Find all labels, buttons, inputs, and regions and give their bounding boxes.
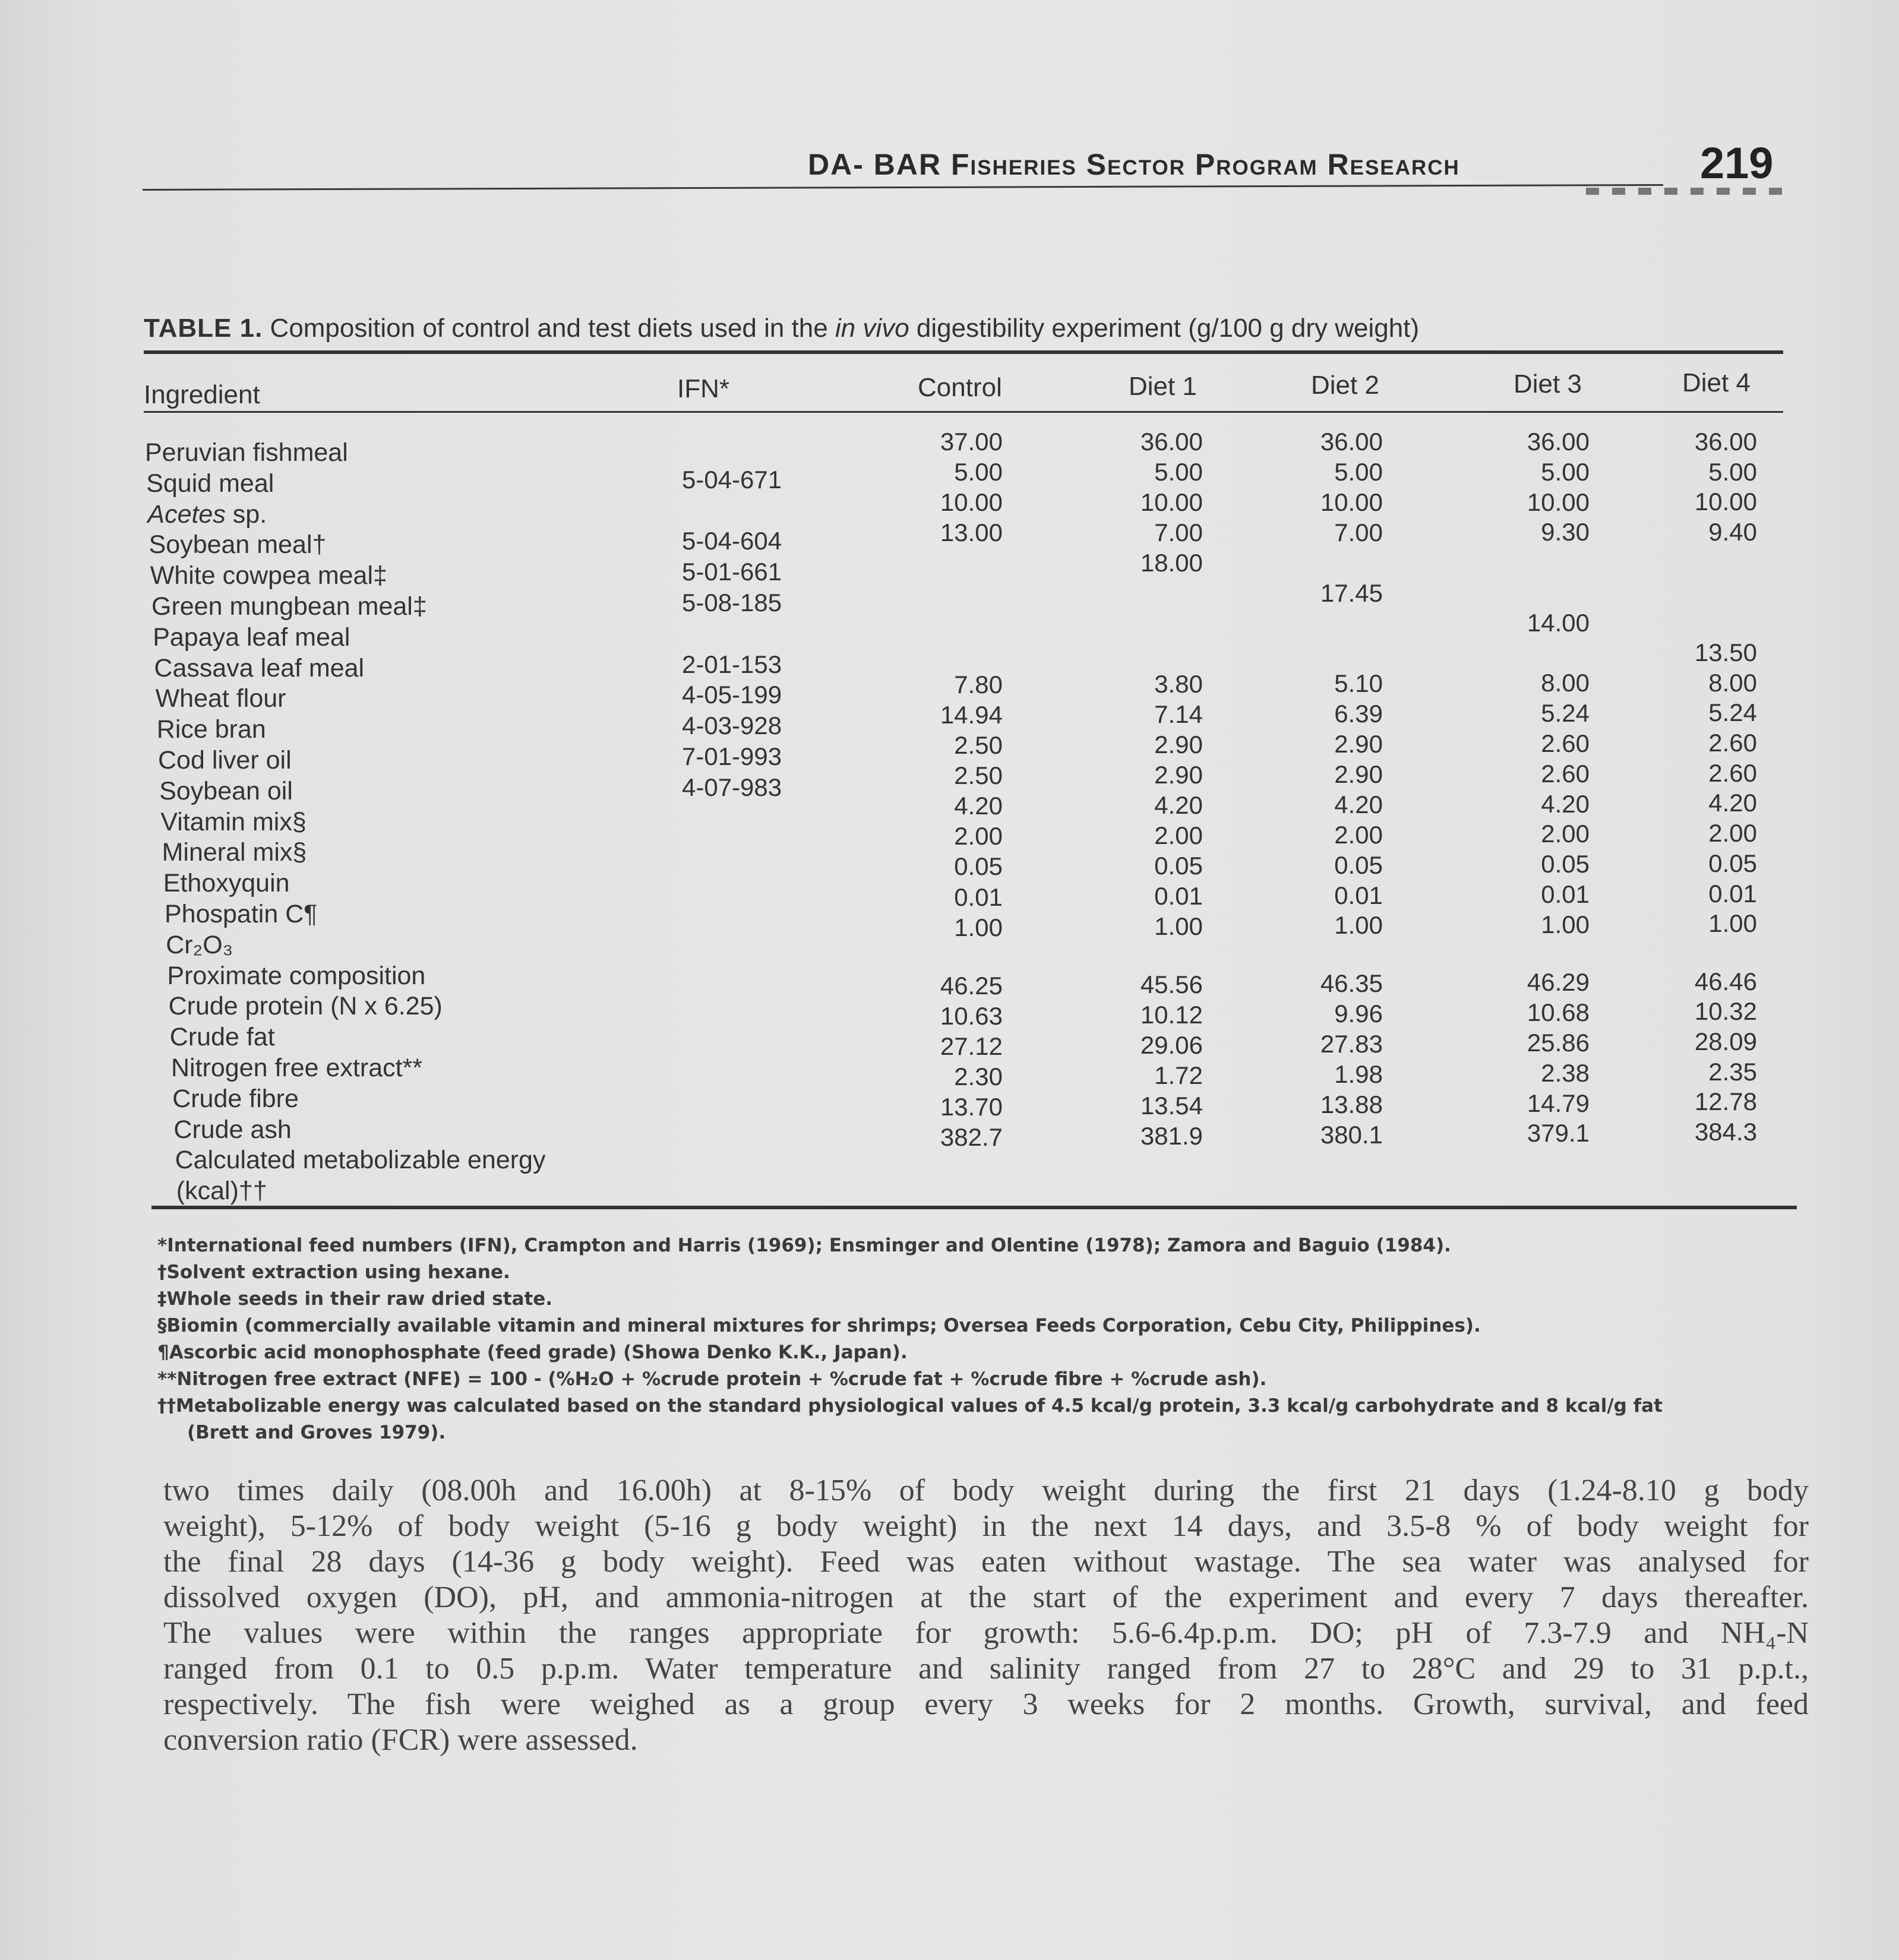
- value-cell: 2.00: [1541, 820, 1590, 848]
- body-line: respectively. The fish were weighed as a group every 3 weeks for 2 months. Growth, survival, and feed: [163, 1687, 1809, 1721]
- row-label: Ethoxyquin: [163, 869, 290, 898]
- value-cell: 5.00: [1334, 457, 1383, 486]
- value-cell: 3.80: [1154, 670, 1203, 698]
- value-cell: 36.00: [1320, 428, 1383, 456]
- column-header-ingredient: Ingredient: [144, 380, 260, 409]
- value-cell: 14.00: [1527, 608, 1590, 637]
- value-cell: 2.00: [1708, 819, 1757, 848]
- value-cell: 7.14: [1154, 700, 1203, 728]
- value-cell: 10.00: [940, 488, 1003, 517]
- value-cell: 13.70: [940, 1093, 1003, 1121]
- footnotes: [157, 1232, 1815, 1446]
- value-cell: 1.72: [1154, 1061, 1203, 1089]
- table-caption: [144, 314, 1419, 343]
- value-cell: 5.10: [1334, 669, 1383, 698]
- running-head: DA- BAR Fisheries Sector Program Research: [808, 148, 1460, 181]
- value-cell: 2.00: [954, 822, 1003, 851]
- row-label: Cassava leaf meal: [154, 653, 365, 682]
- body-line: two times daily (08.00h and 16.00h) at 8-15% of body weight during the first 21 days (1.24-8.10 g body: [163, 1474, 1809, 1507]
- value-cell: 2.38: [1541, 1058, 1590, 1087]
- row-label: Soybean oil: [159, 776, 293, 805]
- row-label: Crude fat: [169, 1023, 275, 1052]
- value-cell: 0.05: [1334, 851, 1383, 879]
- row-label: Phospatin C¶: [165, 900, 318, 928]
- value-cell: 2.60: [1541, 729, 1590, 757]
- body-line: the final 28 days (14-36 g body weight). Feed was eaten without wastage. The sea water was analysed for: [163, 1545, 1809, 1579]
- value-cell: 4.20: [1541, 789, 1590, 818]
- value-cell: 2.50: [954, 731, 1003, 759]
- row-label: Calculated metabolizable energy: [175, 1146, 546, 1175]
- value-cell: 1.00: [1154, 912, 1203, 940]
- value-cell: 2.00: [1154, 821, 1203, 849]
- value-cell: 13.00: [940, 519, 1003, 547]
- value-cell: 0.05: [954, 852, 1003, 881]
- ifn-cell: 4-07-983: [682, 773, 782, 801]
- row-label: Acetes sp.: [147, 500, 267, 529]
- ifn-cell: 7-01-993: [682, 742, 782, 770]
- page-number: 219: [1700, 138, 1774, 188]
- column-header-diet-1: Diet 1: [1129, 372, 1197, 401]
- header-rule: [143, 184, 1663, 191]
- value-cell: 4.20: [1708, 789, 1757, 817]
- value-cell: 5.00: [1154, 458, 1203, 486]
- body-line: weight), 5-12% of body weight (5-16 g body weight) in the next 14 days, and 3.5-8 % of body weight for: [163, 1509, 1809, 1543]
- value-cell: 1.98: [1334, 1060, 1383, 1088]
- value-cell: 2.90: [1154, 761, 1203, 789]
- body-line: dissolved oxygen (DO), pH, and ammonia-nitrogen at the start of the experiment and every 7 days thereafter.: [163, 1580, 1809, 1614]
- column-header-diet-4: Diet 4: [1682, 368, 1751, 397]
- value-cell: 2.60: [1708, 729, 1757, 757]
- value-cell: 10.00: [1694, 488, 1757, 516]
- footnote: **Nitrogen free extract (NFE) = 100 - (%H₂O + %crude protein + %crude fat + %crude fibre + %crude ash).: [157, 1368, 1267, 1390]
- ifn-cell: 4-05-199: [682, 681, 782, 709]
- value-cell: 1.00: [1334, 911, 1383, 940]
- value-cell: 36.00: [1694, 428, 1757, 456]
- footnote: (Brett and Groves 1979).: [187, 1422, 446, 1443]
- value-cell: 17.45: [1320, 578, 1383, 607]
- value-cell: 5.24: [1708, 698, 1757, 727]
- column-header-control: Control: [918, 373, 1002, 402]
- ifn-cell: 5-04-671: [682, 465, 782, 494]
- value-cell: 45.56: [1140, 970, 1203, 998]
- value-cell: 0.01: [1154, 882, 1203, 910]
- value-cell: 18.00: [1140, 549, 1203, 577]
- row-label: Crude protein (N x 6.25): [168, 992, 443, 1021]
- footnote: †Solvent extraction using hexane.: [157, 1262, 510, 1283]
- value-cell: 0.05: [1708, 849, 1757, 877]
- body-line: The values were within the ranges appropriate for growth: 5.6-6.4p.p.m. DO; pH of 7.3-7.9 and NH₄-N: [163, 1616, 1809, 1650]
- row-label: Peruvian fishmeal: [145, 438, 348, 467]
- footnote: *International feed numbers (IFN), Crampton and Harris (1969); Ensminger and Olentine (1978); Zamora and Baguio (1984).: [157, 1235, 1451, 1256]
- ifn-cell: 4-03-928: [682, 712, 782, 740]
- ifn-cell: 5-01-661: [682, 558, 782, 586]
- value-cell: 2.35: [1708, 1057, 1757, 1086]
- value-cell: 9.40: [1708, 518, 1757, 546]
- value-cell: 5.24: [1541, 699, 1590, 728]
- value-cell: 4.20: [1154, 791, 1203, 819]
- value-cell: 12.78: [1694, 1088, 1757, 1116]
- row-label: White cowpea meal‡: [150, 561, 387, 590]
- value-cell: 46.46: [1694, 967, 1757, 995]
- value-cell: 4.20: [954, 792, 1003, 820]
- value-cell: 2.90: [1154, 731, 1203, 758]
- value-cell: 10.00: [1140, 488, 1203, 516]
- value-cell: 8.00: [1541, 669, 1590, 697]
- footnote: §Biomin (commercially available vitamin and mineral mixtures for shrimps; Oversea Feeds Corporation, Cebu City, Philippines).: [157, 1315, 1481, 1336]
- column-header-ifn: IFN*: [677, 374, 729, 403]
- value-cell: 382.7: [940, 1123, 1003, 1152]
- value-cell: 9.96: [1334, 1000, 1383, 1028]
- value-cell: 5.00: [1708, 457, 1757, 486]
- value-cell: 0.01: [1708, 879, 1757, 908]
- value-cell: 0.01: [1334, 881, 1383, 909]
- value-cell: 380.1: [1320, 1120, 1383, 1149]
- value-cell: 14.94: [940, 700, 1003, 729]
- column-header-diet-3: Diet 3: [1513, 369, 1582, 399]
- row-label: Papaya leaf meal: [153, 622, 350, 652]
- value-cell: 10.63: [940, 1001, 1003, 1030]
- row-label: Mineral mix§: [162, 838, 307, 867]
- row-label: Crude ash: [173, 1115, 292, 1144]
- header-ornament: [1544, 188, 1782, 196]
- value-cell: 29.06: [1140, 1031, 1203, 1059]
- value-cell: 0.05: [1154, 852, 1203, 880]
- value-cell: 0.05: [1541, 850, 1590, 878]
- value-cell: 9.30: [1541, 518, 1590, 546]
- value-cell: 1.00: [954, 913, 1003, 941]
- value-cell: 10.00: [1527, 488, 1590, 516]
- row-label: Soybean meal†: [148, 530, 327, 559]
- caption-text-post: digestibility experiment (g/100 g dry weight): [909, 314, 1420, 343]
- value-cell: 1.00: [1708, 909, 1757, 938]
- value-cell: 7.80: [954, 670, 1003, 698]
- table-header-rule: [144, 411, 1783, 413]
- table-bottom-rule: [151, 1206, 1797, 1209]
- value-cell: 2.90: [1334, 730, 1383, 758]
- row-label: Nitrogen free extract**: [171, 1054, 423, 1082]
- row-label: Wheat flour: [155, 684, 286, 713]
- value-cell: 14.79: [1527, 1089, 1590, 1117]
- value-cell: 8.00: [1708, 668, 1757, 697]
- value-cell: 1.00: [1541, 910, 1590, 938]
- value-cell: 7.00: [1154, 519, 1203, 546]
- row-label: (kcal)††: [176, 1177, 267, 1206]
- value-cell: 25.86: [1527, 1029, 1590, 1057]
- value-cell: 2.90: [1334, 760, 1383, 788]
- value-cell: 7.00: [1334, 518, 1383, 546]
- value-cell: 2.60: [1541, 759, 1590, 788]
- value-cell: 2.00: [1334, 820, 1383, 849]
- value-cell: 27.12: [940, 1032, 1003, 1060]
- value-cell: 4.20: [1334, 790, 1383, 818]
- value-cell: 5.00: [954, 458, 1003, 486]
- value-cell: 10.68: [1527, 998, 1590, 1027]
- table-label: TABLE 1.: [144, 314, 263, 343]
- value-cell: 2.50: [954, 761, 1003, 790]
- value-cell: 46.25: [940, 971, 1003, 1000]
- caption-italic: in vivo: [835, 314, 909, 343]
- value-cell: 2.30: [954, 1063, 1003, 1091]
- value-cell: 37.00: [940, 428, 1003, 456]
- footnote: ‡Whole seeds in their raw dried state.: [157, 1288, 553, 1310]
- row-label: Proximate composition: [167, 961, 426, 990]
- value-cell: 46.35: [1320, 969, 1383, 998]
- row-label: Squid meal: [146, 469, 274, 498]
- value-cell: 2.60: [1708, 758, 1757, 787]
- value-cell: 5.00: [1541, 457, 1590, 486]
- row-label: Cr₂O₃: [166, 930, 233, 959]
- value-cell: 36.00: [1527, 428, 1590, 456]
- value-cell: 381.9: [1140, 1122, 1203, 1150]
- value-cell: 384.3: [1694, 1118, 1757, 1146]
- ifn-cell: 2-01-153: [682, 650, 782, 678]
- value-cell: 10.00: [1320, 488, 1383, 516]
- value-cell: 13.54: [1140, 1092, 1203, 1120]
- value-cell: 6.39: [1334, 700, 1383, 728]
- value-cell: 36.00: [1140, 428, 1203, 456]
- table-top-rule: [144, 350, 1783, 354]
- row-label: Crude fibre: [172, 1084, 299, 1113]
- value-cell: 10.32: [1694, 997, 1757, 1026]
- value-cell: 10.12: [1140, 1001, 1203, 1029]
- value-cell: 0.01: [954, 883, 1003, 911]
- row-label: Vitamin mix§: [160, 807, 307, 836]
- value-cell: 28.09: [1694, 1028, 1757, 1055]
- footnote: ††Metabolizable energy was calculated based on the standard physiological values of 4.5 kcal/g protein, 3.3 kcal/g carbohydrate and 8 kcal/g fat: [157, 1395, 1663, 1417]
- body-paragraph: [163, 1473, 1809, 1758]
- column-header-diet-2: Diet 2: [1311, 371, 1379, 400]
- footnote: ¶Ascorbic acid monophosphate (feed grade) (Showa Denko K.K., Japan).: [157, 1342, 908, 1363]
- value-cell: 13.50: [1694, 638, 1757, 666]
- body-line: conversion ratio (FCR) were assessed.: [163, 1723, 638, 1757]
- row-label: Cod liver oil: [158, 746, 292, 774]
- value-cell: 27.83: [1320, 1030, 1383, 1058]
- value-cell: 0.01: [1541, 880, 1590, 908]
- value-cell: 13.88: [1320, 1090, 1383, 1118]
- row-label: Green mungbean meal‡: [151, 592, 427, 621]
- ifn-cell: 5-04-604: [682, 527, 782, 555]
- value-cell: 379.1: [1527, 1119, 1590, 1147]
- value-cell: 46.29: [1527, 968, 1590, 997]
- body-line: ranged from 0.1 to 0.5 p.p.m. Water temperature and salinity ranged from 27 to 28°C and 29 to 31 p.p.t.,: [163, 1652, 1809, 1686]
- row-label: Rice bran: [156, 715, 266, 744]
- ifn-cell: 5-08-185: [682, 589, 782, 617]
- caption-text-pre: Composition of control and test diets used in the: [263, 314, 835, 343]
